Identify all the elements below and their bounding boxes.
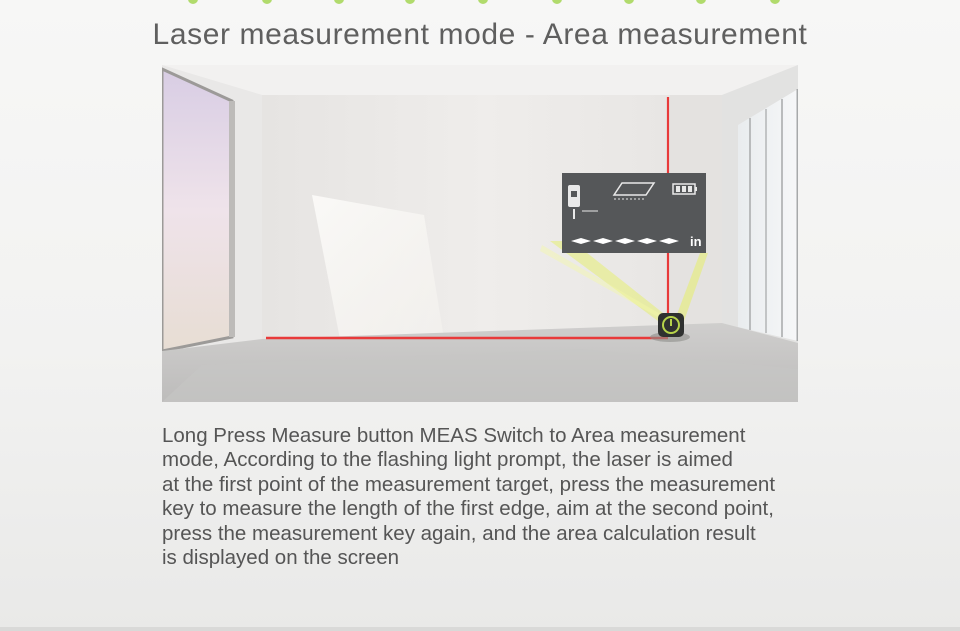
unit-label: in bbox=[690, 234, 702, 249]
bottom-divider bbox=[0, 627, 960, 631]
room-illustration bbox=[162, 65, 798, 402]
page-title: Laser measurement mode - Area measurement bbox=[152, 18, 808, 51]
mode-description: Long Press Measure button MEAS Switch to Area measurement mode, According to the flashing light prompt, the laser is aimed at the first point of the measurement target, press the measurement key to measure the length of the first edge, aim at the second point, press the measurement key again, and the area calculation result is displayed on the screen bbox=[162, 424, 776, 570]
right-window bbox=[738, 89, 798, 341]
device-display-panel bbox=[562, 173, 706, 253]
left-window bbox=[162, 69, 232, 351]
top-decoration-strip bbox=[0, 0, 960, 6]
